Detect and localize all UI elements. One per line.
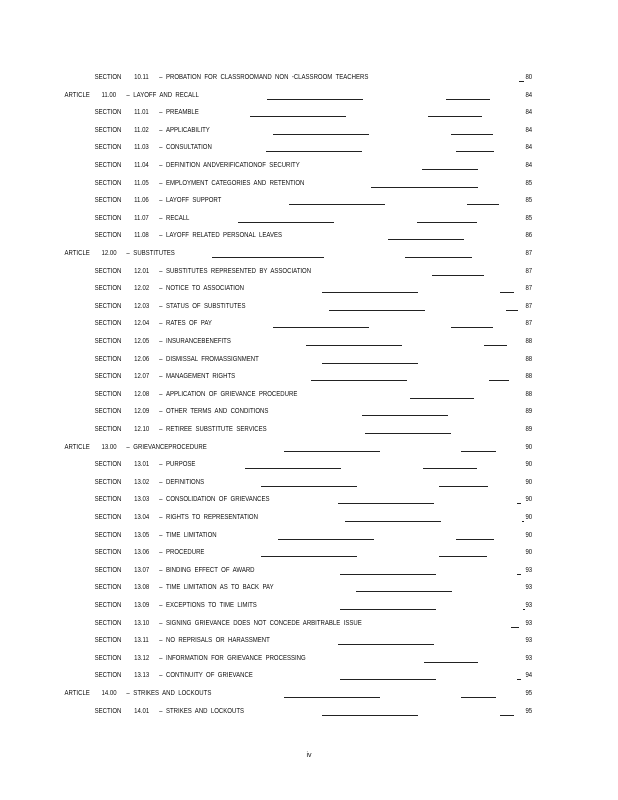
toc-entry-title: STRIKES AND LOCKOUTS bbox=[133, 690, 212, 697]
dot-leader bbox=[345, 521, 441, 522]
toc-entry-page: 95 bbox=[525, 690, 533, 697]
toc-entry-title: RETIREE SUBSTITUTE SERVICES bbox=[165, 426, 267, 433]
toc-entry-number: 12.07 bbox=[134, 373, 150, 381]
toc-entry-kind: SECTION bbox=[94, 320, 122, 328]
toc-entry-separator: – bbox=[159, 162, 163, 169]
toc-entry-page: 88 bbox=[525, 373, 533, 381]
toc-entry-title: PROBATION FOR CLASSROOMAND NON -CLASSROOM TEACHERS bbox=[165, 74, 369, 81]
toc-entry-separator: – bbox=[159, 672, 163, 680]
toc-entry-title: CONTINUITY OF GRIEVANCE bbox=[165, 672, 253, 680]
toc-entry-kind: SECTION bbox=[94, 619, 122, 627]
toc-entry bbox=[0, 142, 531, 154]
toc-entry bbox=[0, 336, 531, 348]
toc-entry-number: 13.00 bbox=[101, 443, 117, 451]
dot-leader bbox=[273, 327, 369, 328]
toc-entry-separator: – bbox=[159, 549, 163, 557]
toc-entry-page: 95 bbox=[525, 707, 533, 715]
toc-entry-separator: – bbox=[159, 179, 163, 187]
toc-entry-page: 87 bbox=[525, 267, 533, 275]
dot-leader bbox=[451, 134, 493, 135]
toc-entry-kind: SECTION bbox=[94, 408, 122, 416]
dot-leader bbox=[467, 204, 499, 205]
toc-entry-number: 11.06 bbox=[134, 197, 149, 205]
toc-entry-separator: – bbox=[126, 250, 130, 257]
toc-entry-kind: ARTICLE bbox=[64, 690, 90, 697]
toc-entry-page: 90 bbox=[525, 549, 533, 557]
dot-leader bbox=[329, 310, 425, 311]
dot-leader bbox=[261, 556, 357, 557]
toc-entry-separator: – bbox=[159, 637, 163, 645]
dot-leader bbox=[517, 503, 521, 504]
toc-entry-number: 10.11 bbox=[134, 74, 149, 81]
toc-entry-number: 14.00 bbox=[101, 690, 117, 697]
dot-leader bbox=[446, 99, 490, 100]
toc-entry-title: STATUS OF SUBSTITUTES bbox=[165, 302, 246, 310]
dot-leader bbox=[519, 81, 524, 82]
toc-entry-page: 90 bbox=[525, 461, 533, 469]
toc-entry-kind: SECTION bbox=[94, 514, 122, 521]
toc-entry-title: DISMISSAL FROMASSIGNMENT bbox=[165, 355, 259, 363]
dot-leader bbox=[311, 380, 407, 381]
toc-entry-kind: SECTION bbox=[94, 285, 122, 293]
toc-entry-title: RECALL bbox=[165, 214, 190, 222]
toc-entry-title: LAYOFF RELATED PERSONAL LEAVES bbox=[165, 232, 282, 240]
toc-entry-title: SUBSTITUTES bbox=[133, 250, 175, 257]
toc-entry-separator: – bbox=[159, 144, 163, 152]
toc-entry-page: 88 bbox=[525, 355, 533, 363]
toc-entry bbox=[0, 530, 531, 542]
toc-entry-number: 13.08 bbox=[134, 584, 150, 592]
toc-entry bbox=[0, 389, 531, 401]
toc-entry-page: 93 bbox=[525, 637, 533, 645]
toc-entry bbox=[0, 653, 531, 665]
toc-entry-separator: – bbox=[159, 426, 163, 433]
toc-entry-kind: SECTION bbox=[94, 602, 122, 609]
toc-entry-separator: – bbox=[159, 302, 163, 310]
toc-entry bbox=[0, 90, 531, 102]
toc-entry-number: 13.11 bbox=[134, 637, 149, 645]
toc-entry-title: EXCEPTIONS TO TIME LIMITS bbox=[165, 602, 257, 609]
dot-leader bbox=[500, 715, 514, 716]
toc-entry bbox=[0, 600, 531, 612]
toc-entry bbox=[0, 213, 531, 225]
toc-entry-number: 12.00 bbox=[101, 250, 117, 257]
toc-entry-page: 84 bbox=[525, 126, 533, 134]
toc-entry-kind: SECTION bbox=[94, 355, 122, 363]
toc-entry-kind: SECTION bbox=[94, 74, 122, 81]
toc-entry-number: 13.04 bbox=[134, 514, 150, 521]
toc-entry-page: 85 bbox=[525, 197, 533, 205]
toc-entry-kind: ARTICLE bbox=[64, 91, 90, 99]
toc-entry-page: 93 bbox=[525, 566, 533, 574]
toc-entry-number: 11.03 bbox=[134, 144, 149, 152]
toc-entry-kind: ARTICLE bbox=[64, 443, 90, 451]
toc-entry-kind: SECTION bbox=[94, 654, 122, 662]
toc-entry bbox=[0, 618, 531, 630]
toc-entry-separator: – bbox=[126, 443, 130, 451]
toc-entry-number: 13.01 bbox=[134, 461, 150, 469]
toc-entry-page: 84 bbox=[525, 91, 533, 99]
dot-leader bbox=[405, 257, 472, 258]
toc-entry-page: 94 bbox=[525, 672, 533, 680]
toc-entry bbox=[0, 706, 531, 718]
dot-leader bbox=[461, 451, 496, 452]
dot-leader bbox=[489, 380, 509, 381]
toc-entry bbox=[0, 670, 531, 682]
toc-entry-title: APPLICATION OF GRIEVANCE PROCEDURE bbox=[165, 390, 298, 398]
toc-entry bbox=[0, 266, 531, 278]
toc-entry bbox=[0, 248, 531, 260]
toc-entry-number: 12.02 bbox=[134, 285, 150, 293]
toc-entry-title: GRIEVANCEPROCEDURE bbox=[133, 443, 207, 451]
toc-entry bbox=[0, 494, 531, 506]
toc-entry-title: CONSOLIDATION OF GRIEVANCES bbox=[165, 496, 270, 504]
toc-entry-kind: SECTION bbox=[94, 214, 122, 222]
dot-leader bbox=[356, 591, 452, 592]
toc-entry-page: 93 bbox=[525, 584, 533, 592]
toc-entry-number: 12.01 bbox=[134, 267, 150, 275]
toc-entry-page: 90 bbox=[525, 478, 533, 486]
toc-entry-title: APPLICABILITY bbox=[165, 126, 210, 134]
toc-entry-page: 88 bbox=[525, 390, 533, 398]
dot-leader bbox=[340, 574, 436, 575]
toc-entry-title: SIGNING GRIEVANCE DOES NOT CONCEDE ARBITRABLE ISSUE bbox=[165, 619, 362, 627]
toc-entry-kind: SECTION bbox=[94, 549, 122, 557]
toc-entry-separator: – bbox=[159, 602, 163, 609]
toc-entry-separator: – bbox=[159, 373, 163, 381]
toc-entry-separator: – bbox=[159, 478, 163, 486]
toc-entry-kind: SECTION bbox=[94, 162, 122, 169]
toc-entry-kind: SECTION bbox=[94, 496, 122, 504]
toc-entry bbox=[0, 230, 531, 242]
toc-entry-title: MANAGEMENT RIGHTS bbox=[165, 373, 236, 381]
toc-entry-separator: – bbox=[159, 461, 163, 469]
dot-leader bbox=[289, 204, 385, 205]
page-number-footer: iv bbox=[306, 752, 312, 759]
toc-entry-kind: SECTION bbox=[94, 179, 122, 187]
dot-leader bbox=[451, 327, 493, 328]
toc-entry-separator: – bbox=[159, 320, 163, 328]
dot-leader bbox=[511, 627, 519, 628]
toc-entry-title: PURPOSE bbox=[165, 461, 196, 469]
dot-leader bbox=[322, 292, 418, 293]
toc-entry-page: 88 bbox=[525, 338, 533, 345]
toc-entry-page: 93 bbox=[525, 619, 533, 627]
toc-entry-page: 87 bbox=[525, 285, 533, 293]
toc-entry bbox=[0, 301, 531, 313]
dot-leader bbox=[250, 116, 346, 117]
toc-entry-page: 89 bbox=[525, 426, 533, 433]
toc-entry-separator: – bbox=[159, 355, 163, 363]
toc-entry bbox=[0, 160, 531, 172]
dot-leader bbox=[522, 521, 524, 522]
toc-entry-number: 11.04 bbox=[134, 162, 149, 169]
toc-entry-number: 13.10 bbox=[134, 619, 150, 627]
toc-entry-number: 11.05 bbox=[134, 179, 149, 187]
dot-leader bbox=[461, 697, 496, 698]
toc-entry-number: 12.03 bbox=[134, 302, 150, 310]
toc-entry-number: 14.01 bbox=[134, 707, 150, 715]
toc-entry bbox=[0, 424, 531, 436]
toc-entry-page: 85 bbox=[525, 214, 533, 222]
toc-entry-number: 11.01 bbox=[134, 109, 149, 117]
toc-entry-page: 90 bbox=[525, 443, 533, 451]
dot-leader bbox=[517, 574, 521, 575]
toc-entry-page: 84 bbox=[525, 144, 533, 152]
toc-entry-separator: – bbox=[159, 390, 163, 398]
dot-leader bbox=[424, 662, 478, 663]
toc-entry-page: 93 bbox=[525, 602, 533, 609]
toc-entry-kind: SECTION bbox=[94, 144, 122, 152]
dot-leader bbox=[484, 345, 507, 346]
dot-leader bbox=[306, 345, 402, 346]
toc-entry-page: 84 bbox=[525, 109, 533, 117]
dot-leader bbox=[422, 169, 478, 170]
dot-leader bbox=[338, 503, 434, 504]
toc-entry-title: RATES OF PAY bbox=[165, 320, 212, 328]
toc-entry-kind: SECTION bbox=[94, 584, 122, 592]
toc-entry-number: 13.12 bbox=[134, 654, 150, 662]
toc-entry-page: 86 bbox=[525, 232, 533, 240]
toc-entry-number: 12.09 bbox=[134, 408, 150, 416]
toc-entry-separator: – bbox=[159, 584, 163, 592]
toc-entry-page: 80 bbox=[525, 74, 533, 81]
dot-leader bbox=[420, 187, 478, 188]
toc-entry bbox=[0, 406, 531, 418]
toc-entry-kind: SECTION bbox=[94, 232, 122, 240]
toc-entry-page: 89 bbox=[525, 408, 533, 416]
dot-leader bbox=[423, 468, 477, 469]
toc-entry-title: TIME LIMITATION bbox=[165, 531, 217, 539]
toc-entry-separator: – bbox=[159, 214, 163, 222]
toc-entry-number: 13.02 bbox=[134, 478, 150, 486]
toc-entry-separator: – bbox=[159, 408, 163, 416]
toc-entry bbox=[0, 107, 531, 119]
toc-entry-page: 85 bbox=[525, 179, 533, 187]
toc-entry-title: DEFINITION ANDVERIFICATIONOF SECURITY bbox=[165, 162, 300, 169]
dot-leader bbox=[506, 310, 518, 311]
toc-entry-title: INFORMATION FOR GRIEVANCE PROCESSING bbox=[165, 654, 306, 662]
toc-entry bbox=[0, 459, 531, 471]
toc-entry bbox=[0, 318, 531, 330]
toc-entry-title: RIGHTS TO REPRESENTATION bbox=[165, 514, 258, 521]
toc-entry-title: SUBSTITUTES REPRESENTED BY ASSOCIATION bbox=[165, 267, 312, 275]
toc-entry-number: 12.10 bbox=[134, 426, 150, 433]
toc-entry-page: 87 bbox=[525, 250, 533, 257]
dot-leader bbox=[322, 715, 418, 716]
toc-entry-number: 12.06 bbox=[134, 355, 150, 363]
toc-entry-separator: – bbox=[159, 619, 163, 627]
toc-entry-kind: ARTICLE bbox=[64, 250, 90, 257]
toc-entry-kind: SECTION bbox=[94, 126, 122, 134]
dot-leader bbox=[340, 679, 436, 680]
toc-entry bbox=[0, 371, 531, 383]
toc-entry-separator: – bbox=[159, 654, 163, 662]
dot-leader bbox=[238, 222, 334, 223]
toc-entry-separator: – bbox=[159, 707, 163, 715]
toc-entry-number: 11.07 bbox=[134, 214, 149, 222]
toc-entry-page: 90 bbox=[525, 496, 533, 504]
toc-entry-separator: – bbox=[159, 531, 163, 539]
toc-entry-kind: SECTION bbox=[94, 531, 122, 539]
toc-entry-number: 12.04 bbox=[134, 320, 150, 328]
toc-entry-page: 90 bbox=[525, 514, 533, 521]
toc-entry-page: 87 bbox=[525, 302, 533, 310]
dot-leader bbox=[338, 644, 434, 645]
dot-leader bbox=[432, 275, 484, 276]
toc-entry bbox=[0, 582, 531, 594]
toc-entry-page: 90 bbox=[525, 531, 533, 539]
toc-entry-separator: – bbox=[159, 109, 163, 117]
dot-leader bbox=[428, 116, 482, 117]
toc-entry-number: 12.05 bbox=[134, 338, 150, 345]
toc-entry-number: 13.09 bbox=[134, 602, 150, 609]
dot-leader bbox=[245, 468, 341, 469]
toc-entry bbox=[0, 547, 531, 559]
dot-leader bbox=[261, 486, 357, 487]
toc-entry bbox=[0, 442, 531, 454]
toc-entry-kind: SECTION bbox=[94, 390, 122, 398]
toc-entry-title: BINDING EFFECT OF AWARD bbox=[165, 566, 255, 574]
toc-entry-separator: – bbox=[159, 566, 163, 574]
toc-entry-kind: SECTION bbox=[94, 338, 122, 345]
toc-entry bbox=[0, 283, 531, 295]
dot-leader bbox=[456, 539, 494, 540]
toc-entry-title: NOTICE TO ASSOCIATION bbox=[165, 285, 245, 293]
toc-entry-kind: SECTION bbox=[94, 197, 122, 205]
toc-entry-separator: – bbox=[159, 496, 163, 504]
dot-leader bbox=[500, 292, 514, 293]
toc-entry-separator: – bbox=[159, 232, 163, 240]
toc-entry-title: OTHER TERMS AND CONDITIONS bbox=[165, 408, 269, 416]
toc-entry bbox=[0, 512, 531, 524]
toc-entry-title: TIME LIMITATION AS TO BACK PAY bbox=[165, 584, 274, 592]
toc-entry-separator: – bbox=[126, 690, 130, 697]
dot-leader bbox=[266, 151, 362, 152]
dot-leader bbox=[388, 239, 464, 240]
toc-entry bbox=[0, 688, 531, 700]
dot-leader bbox=[439, 556, 487, 557]
toc-entry-separator: – bbox=[159, 338, 163, 345]
dot-leader bbox=[456, 151, 494, 152]
dot-leader bbox=[340, 609, 436, 610]
toc-entry-separator: – bbox=[159, 267, 163, 275]
dot-leader bbox=[284, 697, 380, 698]
toc-entry-title: DEFINITIONS bbox=[165, 478, 205, 486]
dot-leader bbox=[284, 451, 380, 452]
toc-entry-number: 11.08 bbox=[134, 232, 149, 240]
dot-leader bbox=[362, 415, 448, 416]
dot-leader bbox=[517, 679, 521, 680]
toc-entry-separator: – bbox=[159, 197, 163, 205]
toc-entry bbox=[0, 195, 531, 207]
toc-entry-number: 11.00 bbox=[101, 91, 117, 99]
toc-entry-title: NO REPRISALS OR HARASSMENT bbox=[165, 637, 270, 645]
toc-entry-page: 84 bbox=[525, 162, 533, 169]
toc-entry-kind: SECTION bbox=[94, 302, 122, 310]
toc-entry-kind: SECTION bbox=[94, 566, 122, 574]
toc-entry bbox=[0, 125, 531, 137]
toc-entry bbox=[0, 477, 531, 489]
toc-entry-title: LAYOFF SUPPORT bbox=[165, 197, 222, 205]
toc-entry-separator: – bbox=[126, 91, 130, 99]
toc-entry-page: 87 bbox=[525, 320, 533, 328]
toc-entry-kind: SECTION bbox=[94, 267, 122, 275]
toc-entry bbox=[0, 178, 531, 190]
toc-entry-number: 13.07 bbox=[134, 566, 150, 574]
toc-entry-title: STRIKES AND LOCKOUTS bbox=[165, 707, 245, 715]
dot-leader bbox=[322, 363, 418, 364]
toc-entry bbox=[0, 72, 531, 84]
toc-entry-separator: – bbox=[159, 514, 163, 521]
toc-entry-separator: – bbox=[159, 285, 163, 293]
toc-entry-number: 13.13 bbox=[134, 672, 150, 680]
toc-entry bbox=[0, 565, 531, 577]
dot-leader bbox=[273, 134, 369, 135]
toc-entry-number: 11.02 bbox=[134, 126, 149, 134]
toc-entry-page: 93 bbox=[525, 654, 533, 662]
toc-entry-number: 13.05 bbox=[134, 531, 150, 539]
toc-entry-kind: SECTION bbox=[94, 426, 122, 433]
dot-leader bbox=[410, 398, 474, 399]
toc-entry-number: 13.06 bbox=[134, 549, 150, 557]
toc-entry-title: PREAMBLE bbox=[165, 109, 199, 117]
dot-leader bbox=[523, 609, 525, 610]
dot-leader bbox=[371, 187, 421, 188]
toc-entry-kind: SECTION bbox=[94, 461, 122, 469]
toc-entry-title: EMPLOYMENT CATEGORIES AND RETENTION bbox=[165, 179, 305, 187]
toc-entry-title: PROCEDURE bbox=[165, 549, 205, 557]
toc-entry-number: 13.03 bbox=[134, 496, 150, 504]
dot-leader bbox=[417, 222, 477, 223]
toc-entry-separator: – bbox=[159, 126, 163, 134]
toc-entry-kind: SECTION bbox=[94, 373, 122, 381]
toc-entry-title: INSURANCEBENEFITS bbox=[165, 338, 231, 345]
toc-entry bbox=[0, 354, 531, 366]
toc-entry-separator: – bbox=[159, 74, 163, 81]
dot-leader bbox=[439, 486, 488, 487]
toc-entry-kind: SECTION bbox=[94, 707, 122, 715]
toc-entry-kind: SECTION bbox=[94, 637, 122, 645]
toc-entry-number: 12.08 bbox=[134, 390, 150, 398]
toc-entry-kind: SECTION bbox=[94, 672, 122, 680]
dot-leader bbox=[212, 257, 324, 258]
dot-leader bbox=[267, 99, 363, 100]
toc-entry bbox=[0, 635, 531, 647]
toc-entry-title: CONSULTATION bbox=[165, 144, 212, 152]
dot-leader bbox=[278, 539, 374, 540]
toc-entry-title: LAYOFF AND RECALL bbox=[133, 91, 199, 99]
toc-entry-kind: SECTION bbox=[94, 478, 122, 486]
dot-leader bbox=[365, 433, 451, 434]
toc-entry-kind: SECTION bbox=[94, 109, 122, 117]
